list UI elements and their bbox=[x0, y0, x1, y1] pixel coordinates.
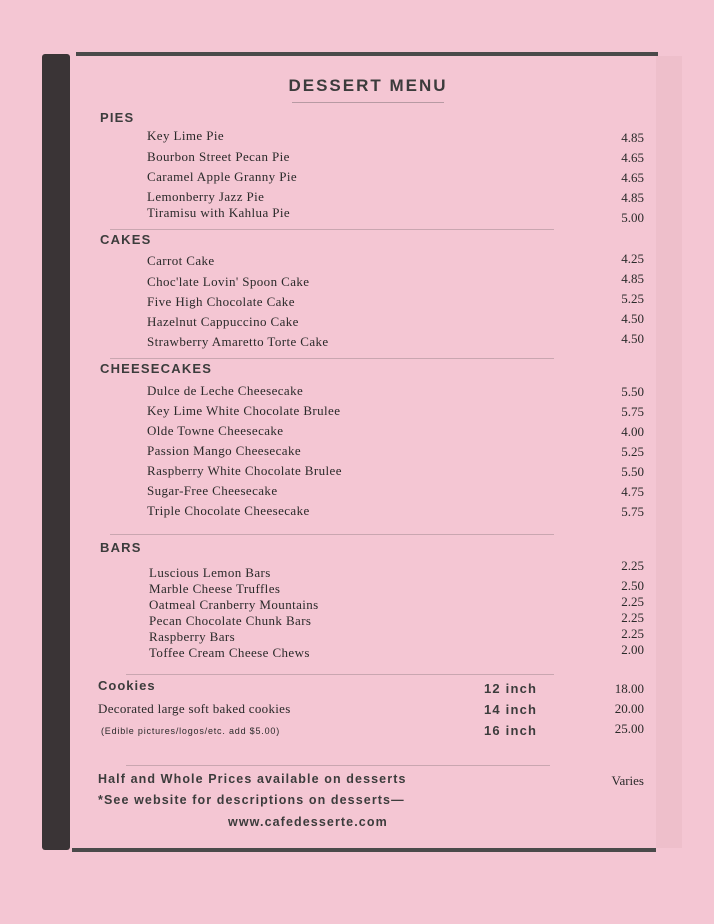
menu-item-price: 5.25 bbox=[621, 291, 644, 306]
footer-website-url: www.cafedesserte.com bbox=[228, 815, 388, 829]
menu-item-price: 5.00 bbox=[621, 210, 644, 225]
menu-item-price: 5.75 bbox=[621, 504, 644, 519]
menu-item-price: 2.25 bbox=[621, 610, 644, 625]
cookie-size: 16 inch bbox=[484, 723, 538, 738]
menu-item: Sugar-Free Cheesecake bbox=[147, 483, 278, 498]
cookie-price: 18.00 bbox=[614, 681, 644, 696]
menu-item: Raspberry Bars bbox=[149, 629, 236, 644]
section-heading-bars: BARS bbox=[100, 540, 142, 555]
menu-item: Choc'late Lovin' Spoon Cake bbox=[147, 274, 310, 289]
menu-item: Marble Cheese Truffles bbox=[149, 581, 281, 596]
menu-item-price: 4.85 bbox=[621, 190, 644, 205]
menu-item-price: 5.50 bbox=[621, 464, 644, 479]
menu-item: Lemonberry Jazz Pie bbox=[147, 189, 265, 204]
cookies-heading: Cookies bbox=[98, 678, 156, 693]
cookie-size: 14 inch bbox=[484, 702, 538, 717]
cookie-size: 12 inch bbox=[484, 681, 538, 696]
menu-item-price: 4.75 bbox=[621, 484, 644, 499]
menu-item-price: 4.65 bbox=[621, 170, 644, 185]
menu-title: DESSERT MENU bbox=[288, 76, 448, 95]
menu-item-price: 4.85 bbox=[621, 130, 644, 145]
section-divider bbox=[126, 765, 550, 766]
menu-item: Key Lime Pie bbox=[147, 128, 225, 143]
menu-item: Strawberry Amaretto Torte Cake bbox=[147, 334, 329, 349]
menu-item: Dulce de Leche Cheesecake bbox=[147, 383, 304, 398]
menu-item-price: 4.25 bbox=[621, 251, 644, 266]
right-edge-shade bbox=[656, 56, 682, 848]
cookie-price: 20.00 bbox=[614, 701, 644, 716]
cookies-description: Decorated large soft baked cookies bbox=[98, 701, 291, 716]
section-divider bbox=[110, 229, 554, 230]
menu-item: Caramel Apple Granny Pie bbox=[147, 169, 298, 184]
menu-item: Bourbon Street Pecan Pie bbox=[147, 149, 290, 164]
cookies-note: (Edible pictures/logos/etc. add $5.00) bbox=[101, 726, 280, 736]
footer-website-note: *See website for descriptions on desserts— bbox=[98, 793, 405, 807]
menu-item: Raspberry White Chocolate Brulee bbox=[147, 463, 342, 478]
menu-item: Carrot Cake bbox=[147, 253, 215, 268]
menu-item-price: 4.50 bbox=[621, 311, 644, 326]
menu-item-price: 2.25 bbox=[621, 626, 644, 641]
section-heading-cheesecakes: CHEESECAKES bbox=[100, 361, 213, 376]
bottom-rule bbox=[72, 848, 656, 852]
menu-item-price: 4.50 bbox=[621, 331, 644, 346]
menu-item-price: 5.50 bbox=[621, 384, 644, 399]
menu-item-price: 4.85 bbox=[621, 271, 644, 286]
menu-item-price: 2.00 bbox=[621, 642, 644, 657]
menu-item-price: 4.65 bbox=[621, 150, 644, 165]
title-underline bbox=[292, 102, 444, 103]
section-heading-pies: PIES bbox=[100, 110, 135, 125]
menu-item-price: 4.00 bbox=[621, 424, 644, 439]
section-divider bbox=[110, 534, 554, 535]
menu-item: Passion Mango Cheesecake bbox=[147, 443, 302, 458]
menu-item-price: 5.25 bbox=[621, 444, 644, 459]
footer-varies: Varies bbox=[611, 773, 644, 788]
menu-item-price: 2.25 bbox=[621, 558, 644, 573]
top-rule bbox=[76, 52, 658, 56]
menu-item: Five High Chocolate Cake bbox=[147, 294, 295, 309]
footer-half-whole-prices: Half and Whole Prices available on desserts bbox=[98, 772, 407, 786]
menu-item: Pecan Chocolate Chunk Bars bbox=[149, 613, 312, 628]
menu-item: Key Lime White Chocolate Brulee bbox=[147, 403, 341, 418]
menu-item-price: 2.50 bbox=[621, 578, 644, 593]
menu-item: Toffee Cream Cheese Chews bbox=[149, 645, 310, 660]
menu-item: Luscious Lemon Bars bbox=[149, 565, 271, 580]
menu-item: Oatmeal Cranberry Mountains bbox=[149, 597, 319, 612]
section-divider bbox=[126, 674, 554, 675]
section-heading-cakes: CAKES bbox=[100, 232, 152, 247]
section-divider bbox=[110, 358, 554, 359]
menu-item: Hazelnut Cappuccino Cake bbox=[147, 314, 299, 329]
cookie-price: 25.00 bbox=[614, 721, 644, 736]
menu-item-price: 5.75 bbox=[621, 404, 644, 419]
menu-item: Triple Chocolate Cheesecake bbox=[147, 503, 310, 518]
left-decorative-bar bbox=[42, 54, 70, 850]
menu-item: Olde Towne Cheesecake bbox=[147, 423, 284, 438]
menu-item-price: 2.25 bbox=[621, 594, 644, 609]
menu-item: Tiramisu with Kahlua Pie bbox=[147, 205, 291, 220]
